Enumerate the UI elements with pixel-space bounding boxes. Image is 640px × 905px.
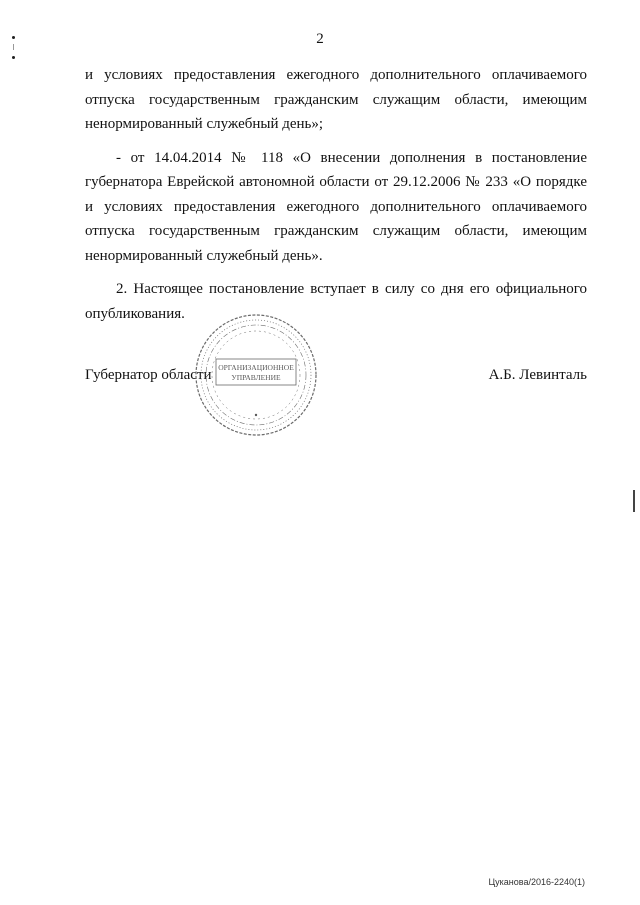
edge-mark: [633, 490, 635, 512]
signature-block: [85, 367, 587, 391]
document-body: [85, 63, 587, 326]
paragraph: и условиях предоставления ежегодного дополнительного оплачиваемого отпуска государственным гражданским служащим области, имеющим ненормированный служебный день»;: [85, 67, 587, 132]
margin-mark: [12, 56, 15, 59]
paragraph: 2. Настоящее постановление вступает в силу со дня его официального опубликования.: [85, 281, 587, 322]
signatory-name: А.Б. Левинталь: [488, 367, 587, 383]
stamp-text: УПРАВЛЕНИЕ: [231, 373, 281, 382]
stamp-text: ОРГАНИЗАЦИОННОЕ: [218, 363, 294, 372]
signatory-position: Губернатор области: [85, 367, 212, 383]
margin-mark: [13, 44, 14, 50]
footer-code: Цуканова/2016-2240(1): [488, 877, 585, 887]
official-seal-stamp: [192, 311, 320, 439]
margin-mark: [12, 36, 15, 39]
page-number: 2: [316, 31, 324, 47]
paragraph: - от 14.04.2014 № 118 «О внесении дополнения в постановление губернатора Еврейской автономной области от 29.12.2006 № 233 «О порядке и условиях предоставления ежегодного дополнительного оплачиваемого отпуска государственным гражданским служащим области, имеющим ненормированный служебный день».: [85, 149, 587, 264]
